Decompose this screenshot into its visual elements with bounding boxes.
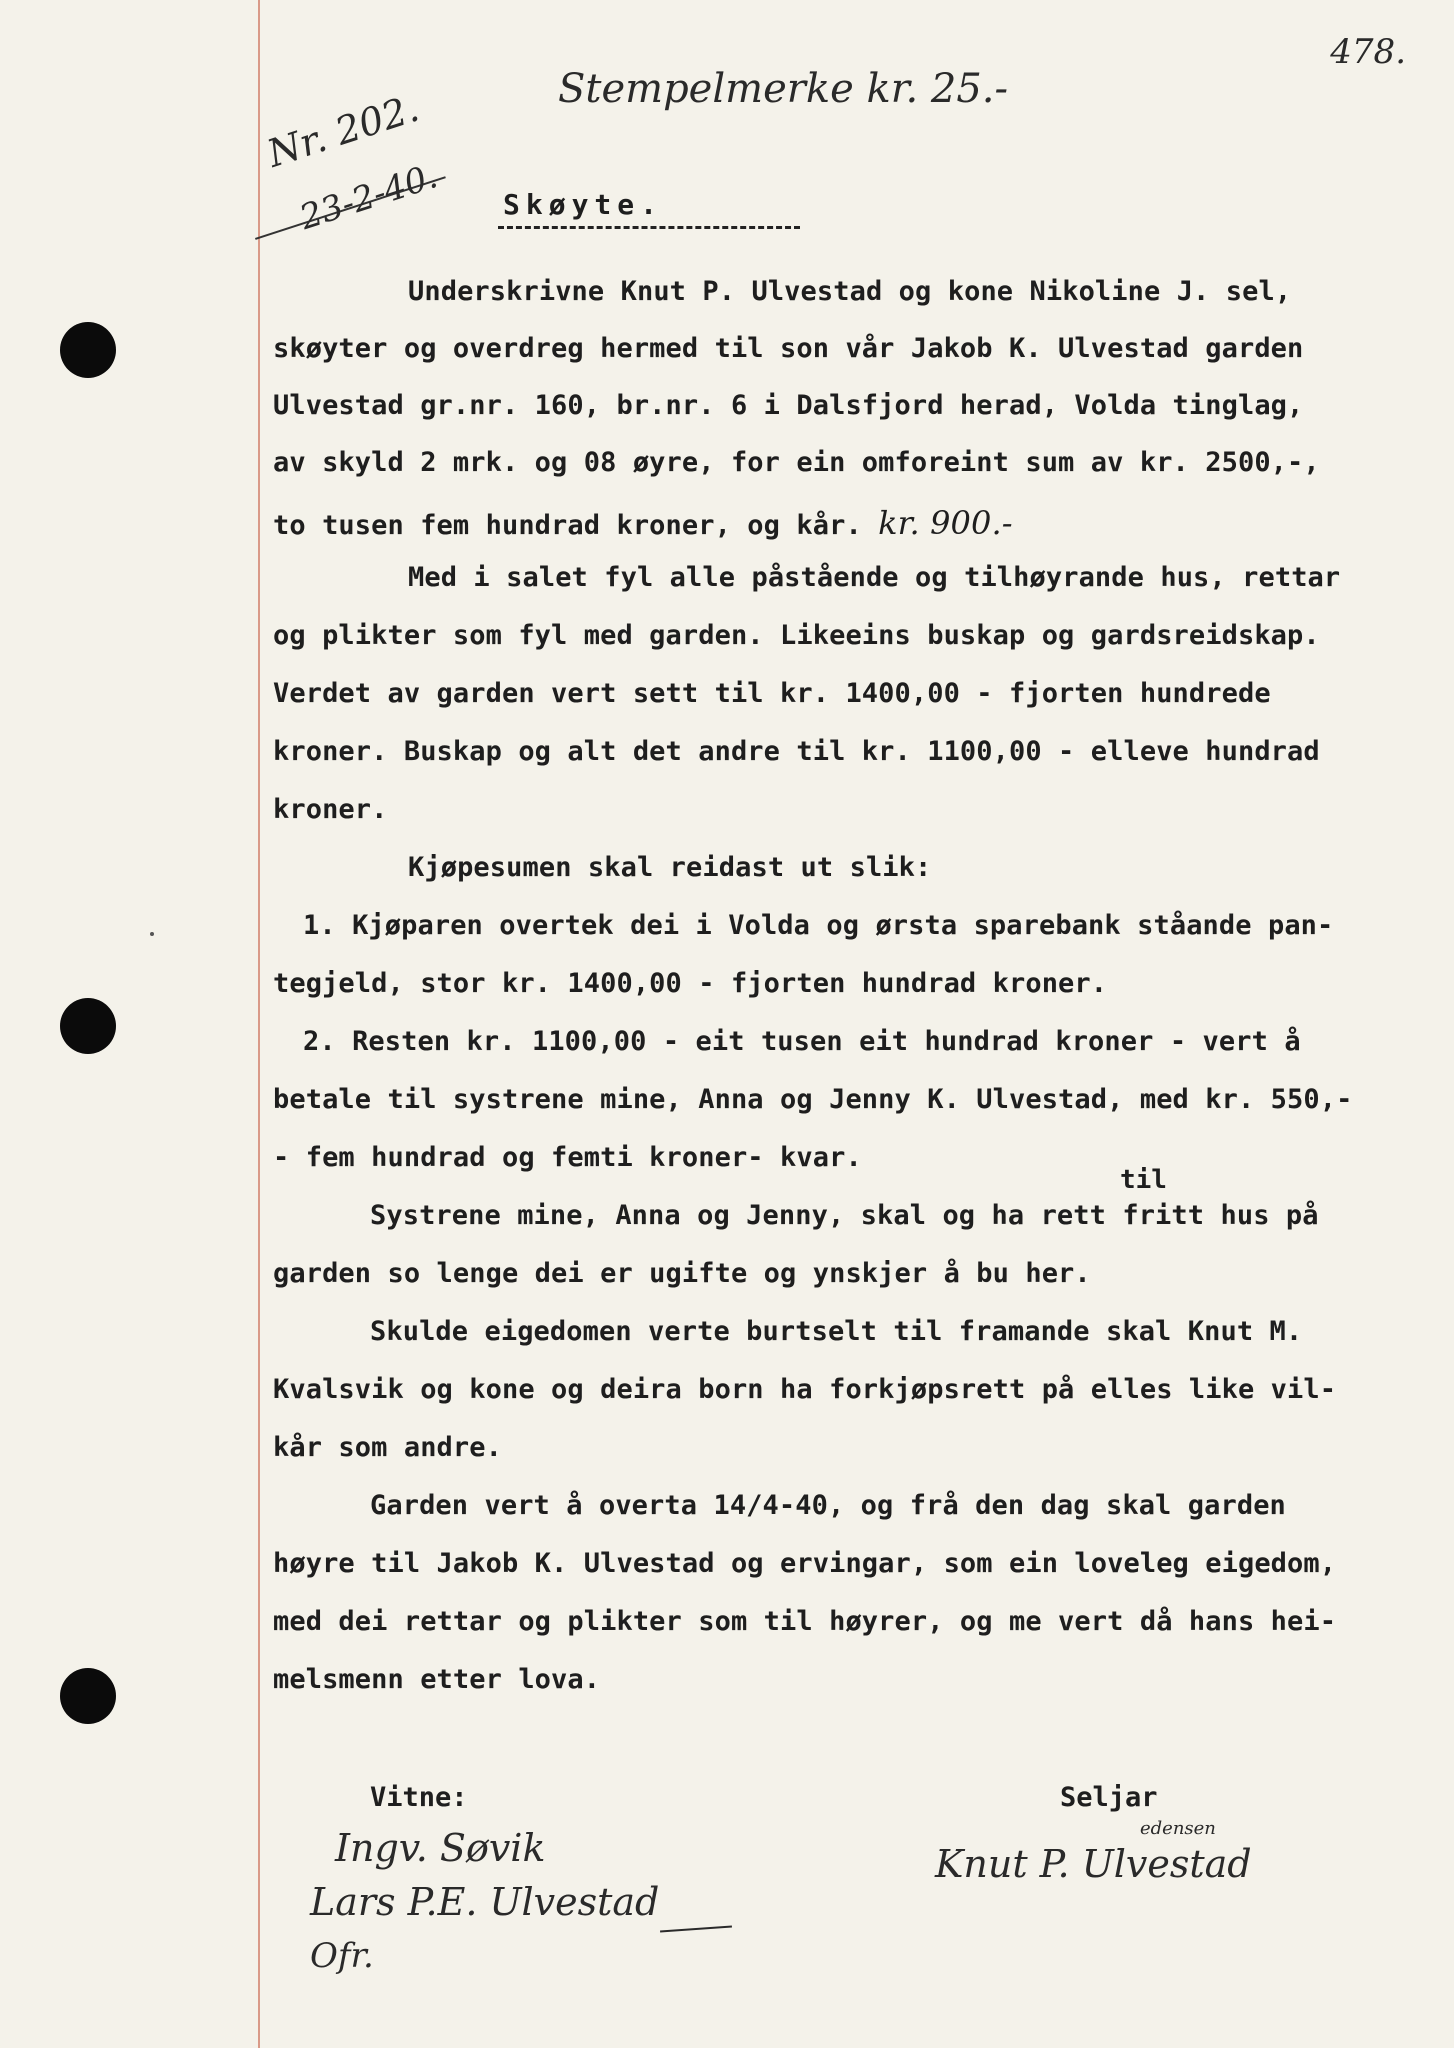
title-underline [498,226,800,229]
text-line: Skulde eigedomen verte burtselt til framande skal Knut M. [370,1316,1303,1347]
text-line-part: to tusen fem hundrad kroner, og kår. [273,510,862,541]
text-line: Systrene mine, Anna og Jenny, skal og ha rett fritt hus på [370,1200,1319,1231]
text-line: Med i salet fyl alle påstående og tilhøyrande hus, rettar [408,562,1341,593]
handwritten-kaar-amount: kr. 900.- [878,504,1013,542]
text-line: garden so lenge dei er ugifte og ynskjer å bu her. [273,1258,1091,1289]
punch-hole [60,998,116,1054]
margin-line [258,0,260,2048]
text-line: med dei rettar og plikter som til høyrer, og me vert då hans hei- [273,1606,1337,1637]
page-number: 478. [1330,32,1406,72]
witness-label: Vitne: [370,1782,468,1813]
text-line: Underskrivne Knut P. Ulvestad og kone Nikoline J. sel, [408,276,1292,307]
speck [150,932,154,936]
text-line: og plikter som fyl med garden. Likeeins buskap og gardsreidskap. [273,620,1320,651]
punch-hole [60,322,116,378]
text-line: skøyter og overdreg hermed til son vår Jakob K. Ulvestad garden [273,333,1304,364]
text-line: kroner. [273,794,388,825]
text-line: tegjeld, stor kr. 1400,00 - fjorten hundrad kroner. [273,968,1108,999]
text-line: høyre til Jakob K. Ulvestad og ervingar, som ein loveleg eigedom, [273,1548,1337,1579]
stamp-note: Stempelmerke kr. 25.- [558,66,1009,112]
text-line: 2. Resten kr. 1100,00 - eit tusen eit hundrad kroner - vert å [303,1026,1301,1057]
witness-signature: Ofr. [310,1936,374,1976]
text-line: 1. Kjøparen overtek dei i Volda og ørsta sparebank ståande pan- [303,910,1334,941]
seller-signature: Knut P. Ulvestad [935,1842,1252,1886]
witness-signature: Lars P.E. Ulvestad [310,1880,660,1924]
entry-number: Nr. 202. [262,85,424,176]
text-line: - fem hundrad og femti kroner- kvar. [273,1142,862,1173]
text-line: av skyld 2 mrk. og 08 øyre, for ein omforeint sum av kr. 2500,-, [273,447,1320,478]
text-line: melsmenn etter lova. [273,1664,601,1695]
text-line: Kjøpesumen skal reidast ut slik: [408,852,932,883]
signature-underline [660,1925,732,1932]
text-line: kroner. Buskap og alt det andre til kr. 1100,00 - elleve hundrad [273,736,1320,767]
punch-hole [60,1668,116,1724]
inserted-word: til [1120,1165,1167,1195]
seller-label: Seljar [1060,1782,1158,1813]
entry-date: 23-2-40. [295,156,443,239]
text-line: Ulvestad gr.nr. 160, br.nr. 6 i Dalsfjord herad, Volda tinglag, [273,390,1304,421]
text-line [273,504,1013,542]
text-line: Garden vert å overta 14/4-40, og frå den dag skal garden [370,1490,1286,1521]
text-line: kår som andre. [273,1432,502,1463]
text-line: betale til systrene mine, Anna og Jenny K. Ulvestad, med kr. 550,- [273,1084,1353,1115]
text-line: Verdet av garden vert sett til kr. 1400,00 - fjorten hundrede [273,678,1271,709]
text-line: Kvalsvik og kone og deira born ha forkjøpsrett på elles like vil- [273,1374,1337,1405]
seller-signature-note: edensen [1140,1818,1216,1839]
witness-signature: Ingv. Søvik [335,1826,546,1870]
document-title: Skøyte. [503,188,664,221]
